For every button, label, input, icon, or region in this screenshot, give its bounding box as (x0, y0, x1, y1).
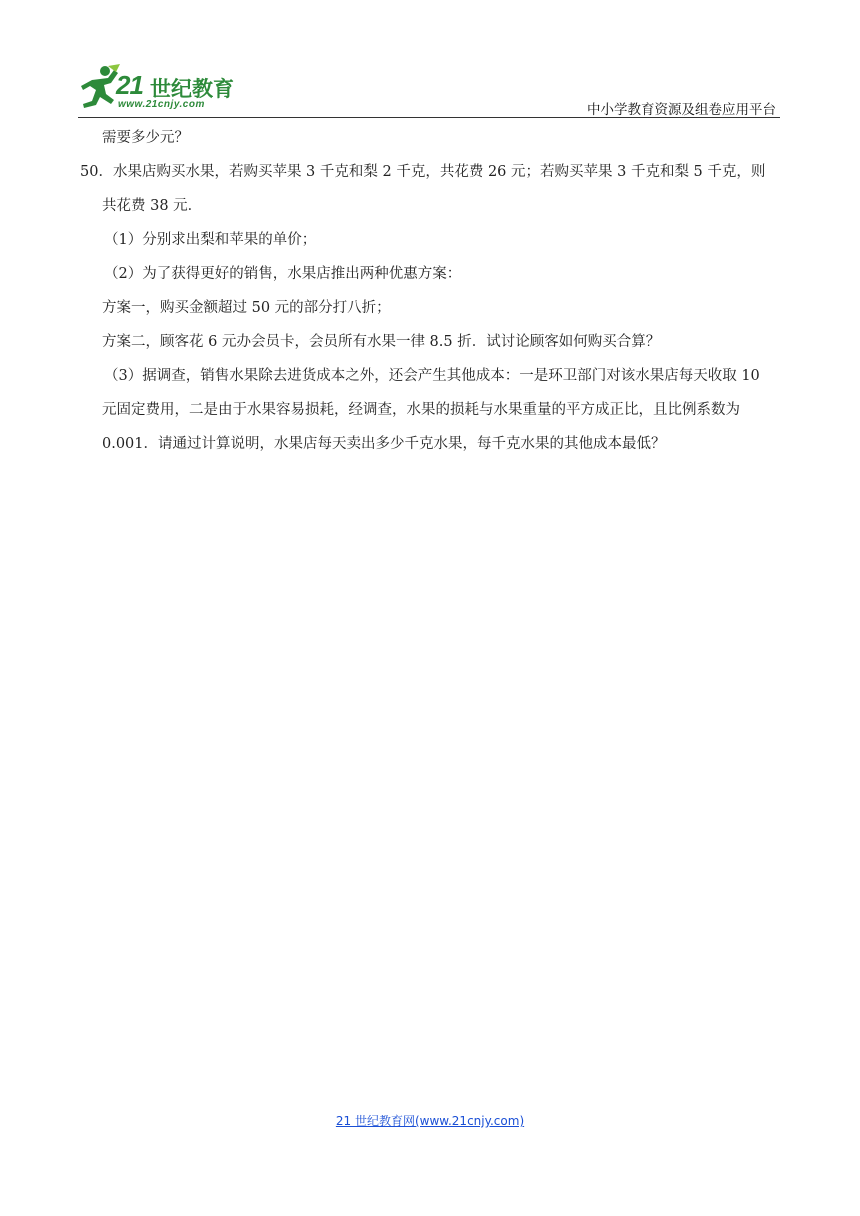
question-50-stem-line2: 共花费 38 元． (102, 198, 203, 214)
plan-two: 方案二，顾客花 6 元办会员卡，会员所有水果一律 8.5 折．试讨论顾客如何购买合算？ (102, 334, 661, 350)
footer-link[interactable]: 21 世纪教育网(www.21cnjy.com) (335, 1114, 525, 1128)
logo-text: 世纪教育 (150, 77, 234, 101)
document-body (80, 121, 780, 461)
logo-url: www.21cnjy.com (118, 99, 205, 110)
logo-number: 21 (116, 70, 143, 100)
plan-one: 方案一，购买金额超过 50 元的部分打八折； (102, 300, 391, 316)
question-number: 50 (80, 164, 99, 180)
question-50-part3-line3: 0.001．请通过计算说明，水果店每天卖出多少千克水果，每千克水果的其他成本最低？ (102, 436, 666, 452)
question-50-part1: （1）分别求出梨和苹果的单价； (104, 232, 317, 248)
page-header (0, 0, 860, 120)
site-logo (78, 64, 253, 114)
question-text: ．水果店购买水果，若购买苹果 3 千克和梨 2 千克，共花费 26 元；若购买苹果 3 千克和梨 5 千克，则 (98, 164, 766, 180)
question-50-part3-line2: 元固定费用，二是由于水果容易损耗，经调查，水果的损耗与水果重量的平方成正比，且比例系数为 (102, 402, 740, 418)
question-50-part2: （2）为了获得更好的销售，水果店推出两种优惠方案： (104, 266, 462, 282)
question-50-part3-line1: （3）据调查，销售水果除去进货成本之外，还会产生其他成本：一是环卫部门对该水果店每天收取 10 (104, 368, 760, 384)
carryover-line: 需要多少元？ (102, 130, 189, 146)
question-50-stem-line1 (80, 155, 780, 189)
platform-name: 中小学教育资源及组卷应用平台 (587, 102, 776, 118)
page-footer (0, 1112, 860, 1129)
header-divider (78, 117, 780, 118)
